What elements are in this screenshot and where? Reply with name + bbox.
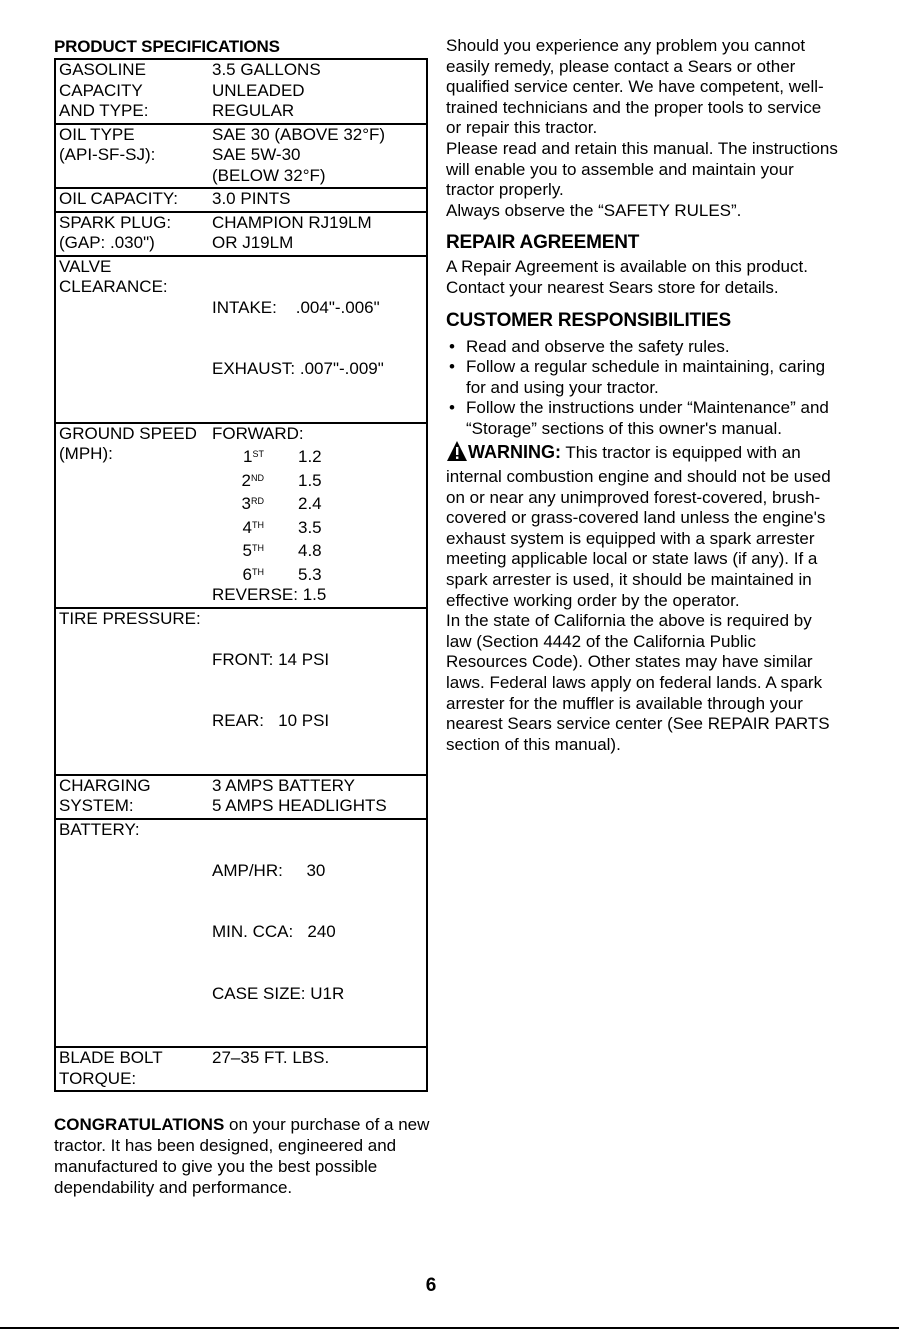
spec-label: BLADE BOLT xyxy=(59,1048,163,1067)
spec-value: 5 AMPS HEADLIGHTS xyxy=(212,796,387,815)
california-paragraph: In the state of California the above is required by law (Section 4442 of the California Public Resources Code). Other states may have similar laws. Federal laws apply on federal lands. A spark arrester for the muffler is available through your nearest Sears service center (See REPAIR PARTS section of this manual). xyxy=(446,611,830,754)
spec-label: (MPH): xyxy=(59,444,113,463)
specs-title: PRODUCT SPECIFICATIONS xyxy=(54,37,280,56)
spec-row-oil-capacity xyxy=(55,188,427,212)
spec-label: CLEARANCE: xyxy=(59,277,168,296)
spec-value: FRONT: 14 PSI xyxy=(212,649,330,669)
gear-number: 6TH xyxy=(242,564,264,584)
spec-value: CHAMPION RJ19LM xyxy=(212,212,372,232)
congratulations-lead: CONGRATULATIONS xyxy=(54,1115,225,1134)
intro-paragraph: Please read and retain this manual. The instructions will enable you to assemble and maintain your tractor properly. xyxy=(446,138,838,200)
gear-number: 1ST xyxy=(243,447,264,466)
specs-table xyxy=(54,58,428,1092)
gear-number: 4TH xyxy=(242,517,264,537)
gear-speed: 4.8 xyxy=(298,541,322,560)
gear-number: 3RD xyxy=(241,494,264,513)
page-number: 6 xyxy=(425,1275,437,1296)
spec-label: VALVE xyxy=(59,256,112,276)
responsibilities-list xyxy=(446,337,838,440)
spec-row-battery xyxy=(55,819,427,1048)
gear-row xyxy=(212,562,426,586)
repair-agreement-heading: REPAIR AGREEMENT xyxy=(446,232,640,254)
spec-label: TIRE PRESSURE: xyxy=(55,608,209,775)
spec-value: REAR: 10 PSI xyxy=(212,711,330,730)
spec-value: REGULAR xyxy=(212,101,295,120)
spec-value: EXHAUST: .007"-.009" xyxy=(212,359,384,378)
gear-list xyxy=(212,444,426,585)
spec-label: GROUND SPEED xyxy=(59,423,197,443)
gear-speed: 1.5 xyxy=(298,470,322,490)
spec-label: OIL TYPE xyxy=(59,124,135,144)
spec-label: AND TYPE: xyxy=(59,101,149,120)
warning-label: WARNING: xyxy=(468,441,561,462)
spec-label: TORQUE: xyxy=(59,1068,137,1088)
left-column xyxy=(54,36,430,1215)
spec-row-blade-bolt xyxy=(55,1047,427,1091)
gear-row xyxy=(212,468,426,492)
spec-label: SPARK PLUG: xyxy=(59,212,172,232)
spec-row-charging xyxy=(55,775,427,819)
gear-speed: 5.3 xyxy=(298,564,322,584)
gear-speed: 2.4 xyxy=(298,494,322,513)
spec-value: 3 AMPS BATTERY xyxy=(212,775,355,795)
gear-row xyxy=(212,515,426,539)
right-column xyxy=(446,36,838,755)
spec-label: (GAP: .030") xyxy=(59,233,155,252)
spec-value: 27–35 FT. LBS. xyxy=(209,1047,427,1091)
intro-paragraph: Should you experience any problem you cannot easily remedy, please contact a Sears or other qualified service center. We have competent, well-trained technicians and the proper tools to service or repair this tractor. xyxy=(446,36,824,138)
congratulations-paragraph xyxy=(54,1114,434,1198)
spec-value: 3.5 GALLONS xyxy=(212,60,321,79)
warning-text: This tractor is equipped with an internal combustion engine and should not be used on or near any unimproved forest-covered, brush-covered or grass-covered land unless the engine's exhaust system is equipped with a spark arrester meeting applicable local or state laws (if any). If a spark arrester is used, it should be maintained in effective working order by the operator. xyxy=(446,442,831,610)
gear-row xyxy=(212,444,426,468)
spec-value: UNLEADED xyxy=(212,80,305,100)
spec-value: REVERSE: 1.5 xyxy=(212,585,327,604)
spec-value: INTAKE: .004"-.006" xyxy=(212,297,380,317)
spec-label: BATTERY: xyxy=(55,819,209,1048)
spec-row-ground-speed xyxy=(55,423,427,608)
bottom-rule xyxy=(0,1327,899,1329)
warning-triangle-icon xyxy=(446,440,468,468)
congratulations-text: on your purchase of a new tractor. It has been designed, engineered and manufactured to give you the best possible dependability and performance. xyxy=(54,1115,430,1197)
spec-label: OIL CAPACITY: xyxy=(55,188,209,212)
spec-value: 3.0 PINTS xyxy=(209,188,427,212)
spec-value: SAE 5W-30 xyxy=(212,145,301,164)
customer-responsibilities-heading: CUSTOMER RESPONSIBILITIES xyxy=(446,309,731,331)
spec-value: SAE 30 (ABOVE 32°F) xyxy=(212,124,386,144)
spec-value: CASE SIZE: U1R xyxy=(212,983,345,1003)
gear-number: 2ND xyxy=(241,470,264,490)
spec-row-oil-type xyxy=(55,124,427,189)
spec-value: (BELOW 32°F) xyxy=(212,165,326,185)
spec-label: GASOLINE xyxy=(59,60,146,79)
spec-value: AMP/HR: 30 xyxy=(212,860,326,880)
spec-row-gasoline xyxy=(55,59,427,124)
spec-row-tire-pressure xyxy=(55,608,427,775)
list-item: • Follow the instructions under “Maintenance” and “Storage” sections of this owner's manual. xyxy=(446,398,838,439)
spec-row-spark-plug xyxy=(55,212,427,256)
spec-label: SYSTEM: xyxy=(59,796,134,815)
gear-row xyxy=(212,491,426,515)
repair-agreement-text: A Repair Agreement is available on this product. Contact your nearest Sears store for details. xyxy=(446,257,808,297)
spec-value: MIN. CCA: 240 xyxy=(212,922,336,941)
spec-label: CHARGING xyxy=(59,775,151,795)
list-item: • Read and observe the safety rules. xyxy=(446,337,838,358)
gear-speed: 1.2 xyxy=(298,447,322,466)
spec-row-valve xyxy=(55,256,427,423)
spec-label: CAPACITY xyxy=(59,80,143,100)
gear-number: 5TH xyxy=(242,541,264,560)
spec-value: OR J19LM xyxy=(212,233,294,252)
spec-value: FORWARD: xyxy=(212,423,304,443)
spec-label: (API-SF-SJ): xyxy=(59,145,156,164)
list-item: • Follow a regular schedule in maintaining, caring for and using your tractor. xyxy=(446,357,838,398)
gear-speed: 3.5 xyxy=(298,517,322,537)
intro-paragraph: Always observe the “SAFETY RULES”. xyxy=(446,200,742,220)
warning-paragraph xyxy=(446,440,838,612)
gear-row xyxy=(212,538,426,562)
